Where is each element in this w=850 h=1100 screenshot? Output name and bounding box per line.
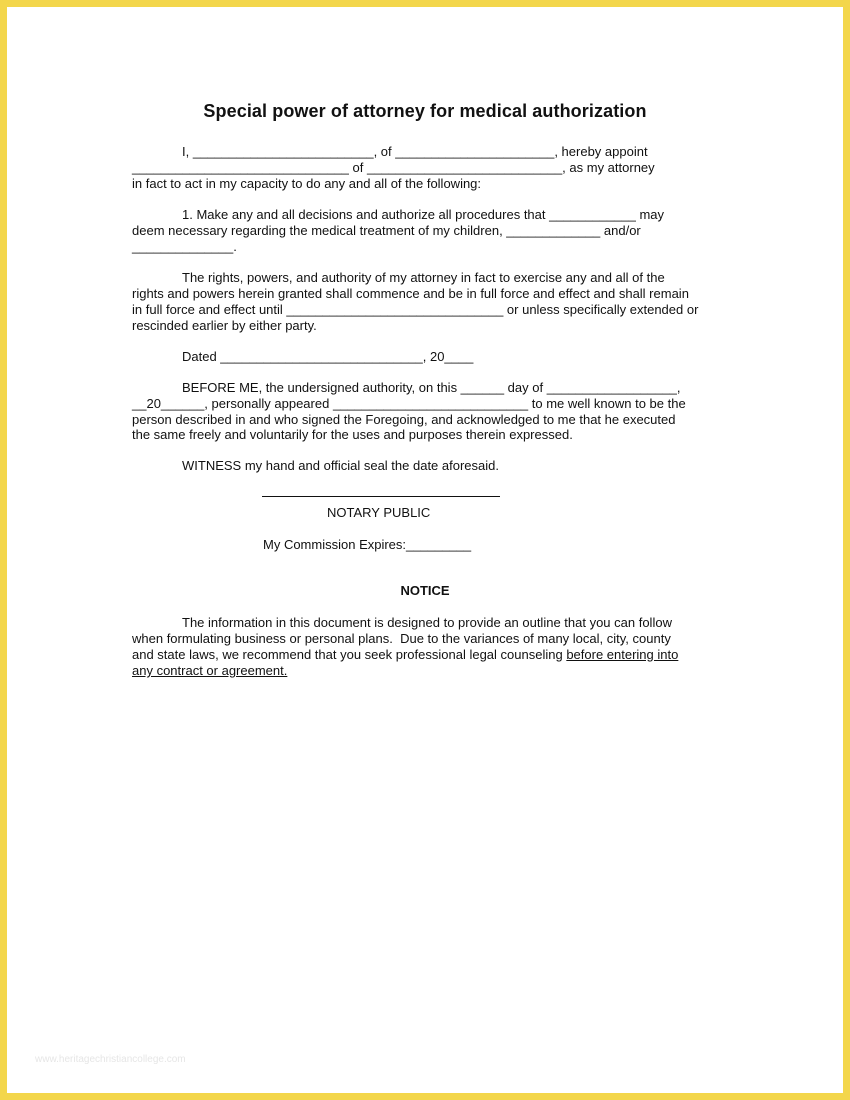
item1-line-2: deem necessary regarding the medical treatment of my children, _____________ and/or — [132, 223, 641, 238]
rights-line-3: in full force and effect until ______________________________ or unless specifically extended or — [132, 302, 699, 317]
document-title: Special power of attorney for medical authorization — [203, 101, 647, 121]
notary-signature-line — [262, 496, 500, 497]
witness-line: WITNESS my hand and official seal the date aforesaid. — [182, 458, 499, 473]
item1-line-3: ______________. — [132, 239, 237, 254]
watermark-text: www.heritagechristiancollege.com — [35, 1054, 186, 1065]
notice-line-3 — [132, 647, 678, 663]
before-me-line-2: __20______, personally appeared ___________________________ to me well known to be the — [132, 396, 686, 411]
commission-expires-line: My Commission Expires:_________ — [263, 537, 472, 552]
rights-line-1: The rights, powers, and authority of my attorney in fact to exercise any and all of the — [182, 270, 665, 285]
notice-underlined-phrase-2: any contract or agreement. — [132, 663, 288, 678]
appointment-line-2: ______________________________ of ___________________________, as my attorney — [132, 160, 655, 175]
item1-line-1: 1. Make any and all decisions and authorize all procedures that ____________ may — [182, 207, 665, 222]
before-me-line-1: BEFORE ME, the undersigned authority, on this ______ day of __________________, — [182, 380, 681, 395]
notice-line-1: The information in this document is designed to provide an outline that you can follow — [182, 615, 672, 630]
notary-public-label: NOTARY PUBLIC — [327, 505, 431, 520]
appointment-line-3: in fact to act in my capacity to do any and all of the following: — [132, 176, 482, 191]
before-me-line-4: the same freely and voluntarily for the uses and purposes therein expressed. — [132, 427, 573, 442]
notice-line-4 — [132, 663, 287, 679]
notice-line-2: when formulating business or personal plans. Due to the variances of many local, city, county — [132, 631, 671, 646]
dated-line: Dated ____________________________, 20____ — [182, 349, 474, 364]
notice-line-3-text: and state laws, we recommend that you seek professional legal counseling — [132, 647, 567, 662]
notice-heading: NOTICE — [400, 583, 450, 598]
before-me-line-3: person described in and who signed the Foregoing, and acknowledged to me that he executed — [132, 412, 676, 427]
appointment-line-1: I, _________________________, of ______________________, hereby appoint — [182, 144, 648, 159]
rights-line-4: rescinded earlier by either party. — [132, 318, 317, 333]
rights-line-2: rights and powers herein granted shall commence and be in full force and effect and shall remain — [132, 286, 689, 301]
notice-underlined-phrase-1: before entering into — [566, 647, 679, 662]
